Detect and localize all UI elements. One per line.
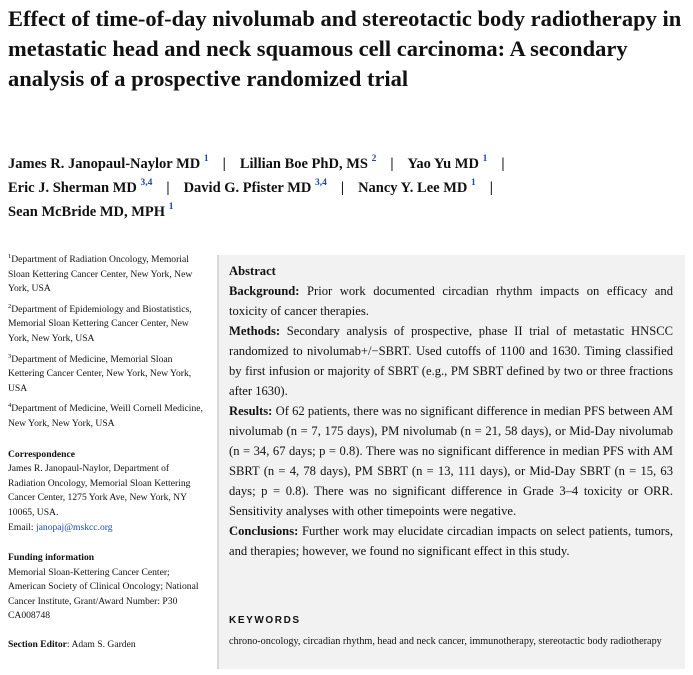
correspondence-text: James R. Janopaul-Naylor, Department of Radiation Oncology, Memorial Sloan Kettering Cancer Center, 1275 York Ave, New York, NY 10065, USA. Email: janopaj@mskcc.org [8, 463, 191, 533]
affiliation: $^2$Department of Epidemiology and Biostatistics, Memorial Sloan Kettering Cancer Center, New York, New York, USA [8, 302, 192, 344]
author-affiliation-marker[interactable]: 1 [470, 178, 476, 189]
abstract-heading: Abstract [229, 264, 276, 278]
author[interactable]: Sean McBride MD, MPH $^1$ [8, 202, 174, 220]
author-affiliation-marker[interactable]: 1 [482, 154, 488, 165]
author[interactable]: Eric J. Sherman MD $^{3,4}$ [8, 178, 153, 196]
author-affiliation-marker[interactable]: 3,4 [140, 178, 153, 189]
author-affiliation-marker[interactable]: 3,4 [315, 178, 327, 189]
author[interactable]: Yao Yu MD $^1$ [407, 154, 488, 172]
author-affiliation-marker[interactable]: 2 [371, 154, 377, 165]
abstract-conclusions: Conclusions: Further work may elucidate circadian impacts on select patients, tumors, and therapies; however, we found no significant effect in this study. [229, 524, 673, 558]
keywords-heading: KEYWORDS [229, 615, 301, 626]
author-separator: | [340, 180, 345, 196]
author[interactable]: David G. Pfister MD $^{3,4}$ [183, 178, 327, 196]
funding-heading: Funding information [8, 552, 95, 564]
abstract-box [217, 255, 685, 669]
affiliation: $^4$Department of Medicine, Weill Cornell Medicine, New York, New York, USA [8, 402, 203, 429]
article-sidebar [8, 253, 204, 653]
author-list [8, 152, 683, 224]
correspondence-heading: Correspondence [8, 448, 75, 460]
author-affiliation-marker[interactable]: 1 [203, 154, 209, 165]
keywords-text: chrono-oncology, circadian rhythm, head and neck cancer, immunotherapy, stereotactic body radiotherapy [229, 636, 662, 647]
author-separator: | [166, 180, 170, 196]
abstract-methods: Methods: Secondary analysis of prospective, phase II trial of metastatic HNSCC randomized to nivolumab+/−SBRT. Used cutoffs of 1100 and 1630. Timing classified by first infusion or majority of SBRT (e.g., PM SBRT defined by two or three fractions after 1630). [229, 324, 673, 398]
abstract-body [229, 261, 673, 561]
author-separator: | [222, 156, 226, 172]
author-affiliation-marker[interactable]: 1 [168, 202, 174, 213]
article-title: Effect of time-of-day nivolumab and stereotactic body radiotherapy in metastatic head and neck squamous cell carcinoma: A secondary analysis of a prospective randomized trial [8, 6, 682, 91]
funding-text: Memorial Sloan-Kettering Cancer Center; American Society of Clinical Oncology; National Cancer Institute, Grant/Award Number: P30 CA008748 [8, 566, 199, 622]
section-editor: Section Editor: Adam S. Garden [8, 639, 136, 651]
author[interactable]: Nancy Y. Lee MD $^1$ [358, 178, 476, 196]
author-separator: | [489, 180, 493, 196]
abstract-results: Results: Of 62 patients, there was no significant difference in median PFS between AM nivolumab (n = 7, 175 days), PM nivolumab (n = 21, 58 days), or Mid-Day nivolumab (n = 34, 67 days; p = 0.8). There was no significant difference in median PFS with AM SBRT (n = 4, 78 days), PM SBRT (n = 13, 111 days), or Mid-Day SBRT (n = 15, 63 days; p = 0.8). There was no significant difference in Grade 3–4 toxicity or ORR. Sensitivity analyses with other timepoints were negative. [229, 404, 673, 518]
author[interactable]: James R. Janopaul-Naylor MD $^1$ [8, 154, 209, 172]
author-separator: | [501, 156, 505, 172]
affiliation: $^1$Department of Radiation Oncology, Memorial Sloan Kettering Cancer Center, New York, New York, USA [8, 252, 193, 295]
affiliation: $^3$Department of Medicine, Memorial Sloan Kettering Cancer Center, New York, New York, USA [8, 352, 192, 394]
email-link[interactable]: janopaj@mskcc.org [35, 521, 113, 533]
author[interactable]: Lillian Boe PhD, MS $^2$ [239, 154, 377, 172]
abstract-background: Background: Prior work documented circadian rhythm impacts on efficacy and toxicity of cancer therapies. [229, 284, 673, 318]
author-separator: | [390, 156, 394, 172]
